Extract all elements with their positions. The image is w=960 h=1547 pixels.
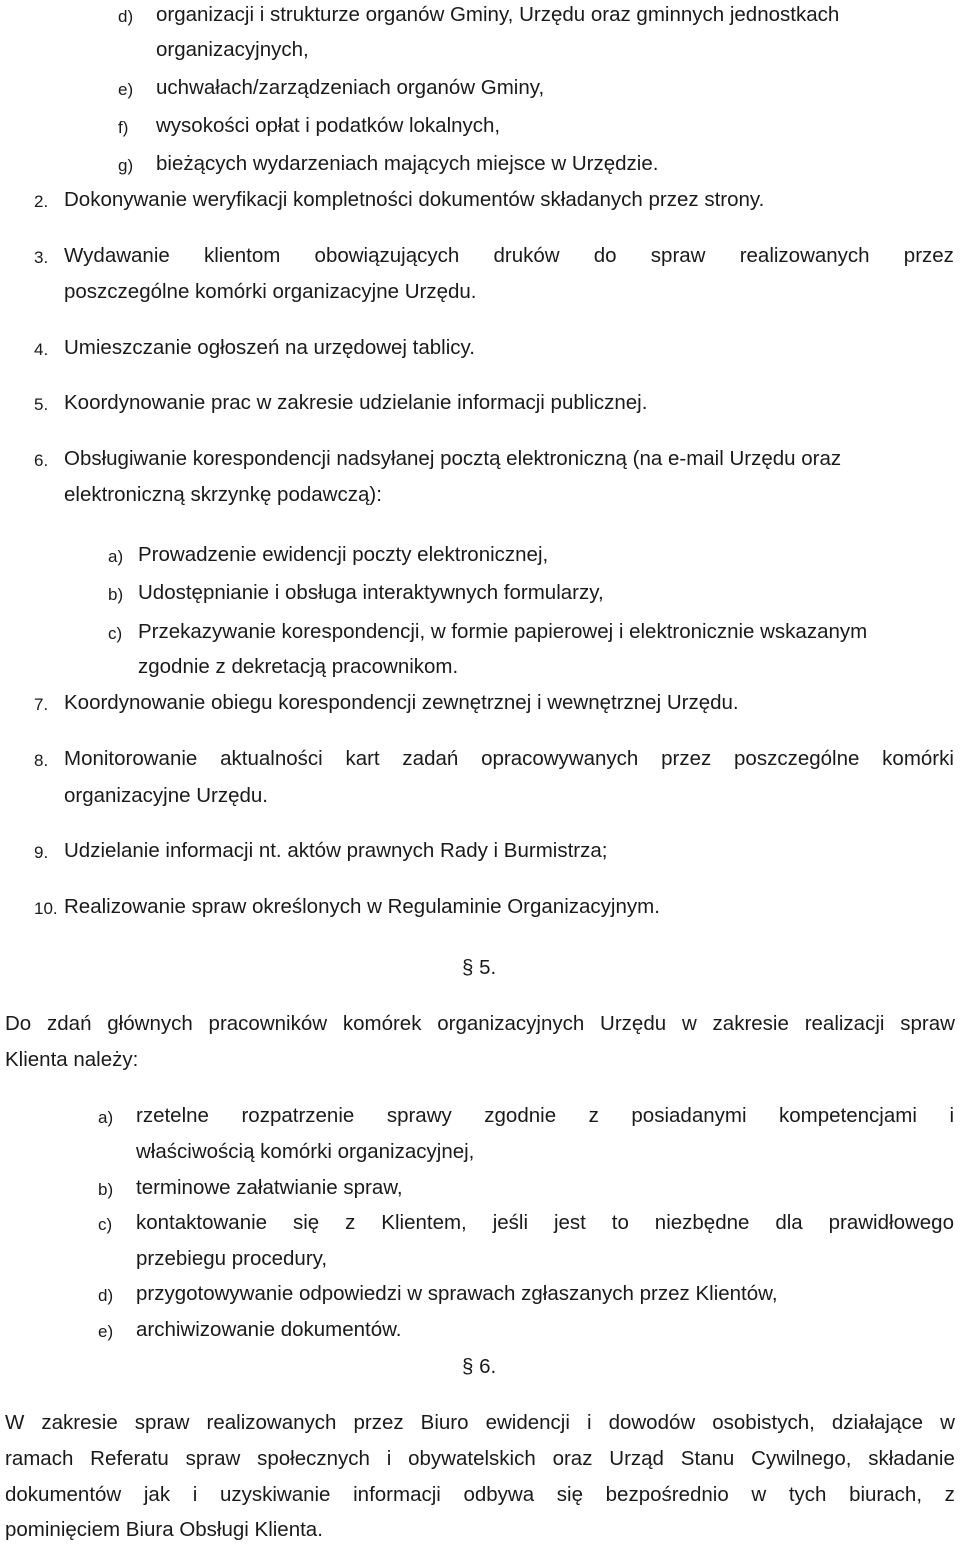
word: spraw (900, 1012, 955, 1035)
word: sprawy (386, 1104, 452, 1127)
item-number: 9. (34, 843, 49, 862)
item-number: 6. (34, 451, 49, 470)
word: zdań (47, 1012, 92, 1035)
word: biurach, (849, 1483, 923, 1506)
section-heading: § 6. (462, 1355, 497, 1378)
list-item-text: archiwizowanie dokumentów. (136, 1318, 402, 1341)
list-marker: f) (118, 118, 129, 137)
item-number: 7. (34, 695, 49, 714)
list-marker: e) (98, 1322, 114, 1341)
item-justified-line (64, 246, 954, 267)
item-text: elektroniczną skrzynkę podawczą): (64, 483, 382, 506)
item-text: Realizowanie spraw określonych w Regulaminie Organizacyjnym. (64, 895, 660, 918)
paragraph-justified-line (5, 1413, 955, 1434)
word: tych (788, 1483, 827, 1506)
word: niezbędne (654, 1211, 750, 1234)
list-item-text: uchwałach/zarządzeniach organów Gminy, (156, 76, 545, 99)
list-item-text: Przekazywanie korespondencji, w formie papierowej i elektronicznie wskazanym (138, 620, 868, 643)
paragraph-justified-line (5, 1014, 955, 1035)
item-number: 2. (34, 192, 49, 211)
word: jest (553, 1211, 586, 1234)
word: w (940, 1411, 955, 1434)
word: z (345, 1211, 356, 1234)
word: odbywa (463, 1483, 535, 1506)
list-item-text: właściwością komórki organizacyjnej, (136, 1140, 475, 1163)
word: komórki (882, 747, 954, 770)
item-text: poszczególne komórki organizacyjne Urzędu. (64, 280, 477, 303)
section-heading: § 5. (462, 956, 497, 979)
word: obywatelskich (408, 1447, 536, 1470)
item-text: Dokonywanie weryfikacji kompletności dokumentów składanych przez strony. (64, 188, 765, 211)
word: posiadanymi (631, 1104, 747, 1127)
word: Urząd (609, 1447, 664, 1470)
paragraph-text: Klienta należy: (5, 1048, 139, 1071)
word: Cywilnego, (751, 1447, 852, 1470)
paragraph-text: pominięciem Biura Obsługi Klienta. (5, 1518, 323, 1541)
item-text: Monitorowanie (64, 747, 198, 770)
word: zadań (402, 747, 459, 770)
list-item-text: terminowe załatwianie spraw, (136, 1176, 403, 1199)
word: zakresie (41, 1411, 118, 1434)
word: i (386, 1447, 392, 1470)
list-marker: d) (98, 1286, 114, 1305)
word: obowiązujących (314, 244, 460, 267)
word: bezpośrednio (605, 1483, 729, 1506)
list-item-text: zgodnie z dekretacją pracownikom. (138, 655, 459, 678)
list-item-text: wysokości opłat i podatków lokalnych, (156, 114, 501, 137)
word: się (292, 1211, 320, 1234)
paragraph-justified-line (5, 1449, 955, 1470)
paragraph-text: W (5, 1411, 25, 1434)
paragraph-text: dokumentów (5, 1483, 122, 1506)
word: organizacyjnych (437, 1012, 585, 1035)
item-justified-line (64, 749, 954, 770)
list-item-text: Udostępnianie i obsługa interaktywnych formularzy, (138, 581, 604, 604)
word: Referatu (90, 1447, 169, 1470)
word: dowodów (608, 1411, 696, 1434)
word: i (949, 1104, 954, 1127)
word: oraz (552, 1447, 593, 1470)
word: składanie (868, 1447, 955, 1470)
word: do (593, 244, 617, 267)
word: z (944, 1483, 955, 1506)
word: Stanu (680, 1447, 735, 1470)
word: realizacji (804, 1012, 885, 1035)
paragraph-text: Do (5, 1012, 32, 1035)
word: ewidencji (485, 1411, 570, 1434)
word: osobistych, (712, 1411, 815, 1434)
word: klientom (204, 244, 281, 267)
word: komórek (342, 1012, 422, 1035)
word: w (751, 1483, 767, 1506)
item-number: 10. (34, 899, 58, 918)
word: realizowanych (739, 244, 870, 267)
word: jeśli (492, 1211, 529, 1234)
item-number: 5. (34, 395, 49, 414)
paragraph-text: ramach (5, 1447, 74, 1470)
word: społecznych (257, 1447, 370, 1470)
word: realizowanych (206, 1411, 337, 1434)
list-item-justified-line (136, 1106, 954, 1127)
list-marker: b) (108, 585, 124, 604)
word: jak (143, 1483, 171, 1506)
word: głównych (107, 1012, 193, 1035)
list-marker: a) (108, 547, 124, 566)
list-item-justified-line (136, 1213, 954, 1234)
word: spraw (650, 244, 706, 267)
list-marker: c) (108, 624, 123, 643)
word: przez (661, 747, 712, 770)
item-text: Koordynowanie prac w zakresie udzielanie informacji publicznej. (64, 391, 648, 414)
word: przez (903, 244, 954, 267)
word: zgodnie (484, 1104, 557, 1127)
item-number: 8. (34, 751, 49, 770)
word: przez (353, 1411, 404, 1434)
item-text: Wydawanie (64, 244, 170, 267)
list-marker: g) (118, 156, 134, 175)
word: druków (493, 244, 560, 267)
word: zakresie (712, 1012, 789, 1035)
word: kart (345, 747, 380, 770)
list-item-text: organizacji i strukturze organów Gminy, Urzędu oraz gminnych jednostkach (156, 3, 840, 26)
word: Urzędu (600, 1012, 667, 1035)
item-number: 4. (34, 340, 49, 359)
list-marker: e) (118, 80, 134, 99)
item-text: organizacyjne Urzędu. (64, 784, 268, 807)
list-item-text: kontaktowanie (136, 1211, 268, 1234)
list-item-text: rzetelne (136, 1104, 209, 1127)
list-item-text: Prowadzenie ewidencji poczty elektronicznej, (138, 543, 549, 566)
word: kompetencjami (779, 1104, 917, 1127)
word: pracowników (208, 1012, 328, 1035)
word: w (681, 1012, 697, 1035)
word: spraw (185, 1447, 241, 1470)
word: informacji (353, 1483, 441, 1506)
paragraph-justified-line (5, 1485, 955, 1506)
item-text: Koordynowanie obiegu korespondencji zewnętrznej i wewnętrznej Urzędu. (64, 691, 739, 714)
list-item-text: przygotowywanie odpowiedzi w sprawach zgłaszanych przez Klientów, (136, 1282, 778, 1305)
word: rozpatrzenie (241, 1104, 355, 1127)
word: aktualności (220, 747, 323, 770)
word: poszczególne (734, 747, 860, 770)
list-marker: b) (98, 1180, 114, 1199)
word: się (556, 1483, 583, 1506)
word: dla (775, 1211, 803, 1234)
word: Klientem, (381, 1211, 467, 1234)
list-item-text: przebiegu procedury, (136, 1247, 328, 1270)
list-item-text: bieżących wydarzeniach mających miejsce w Urzędzie. (156, 152, 659, 175)
word: i (586, 1411, 592, 1434)
word: spraw (134, 1411, 190, 1434)
item-text: Umieszczanie ogłoszeń na urzędowej tablicy. (64, 336, 475, 359)
word: Biuro (420, 1411, 469, 1434)
word: działające (831, 1411, 924, 1434)
word: i (192, 1483, 198, 1506)
word: opracowywanych (481, 747, 639, 770)
list-marker: c) (98, 1215, 113, 1234)
list-marker: d) (118, 7, 134, 26)
item-number: 3. (34, 248, 49, 267)
word: prawidłowego (828, 1211, 954, 1234)
list-marker: a) (98, 1108, 114, 1127)
item-text: Udzielanie informacji nt. aktów prawnych Rady i Burmistrza; (64, 839, 608, 862)
item-text: Obsługiwanie korespondencji nadsyłanej pocztą elektroniczną (na e-mail Urzędu oraz (64, 447, 842, 470)
word: z (588, 1104, 599, 1127)
list-item-text: organizacyjnych, (156, 38, 309, 61)
word: uzyskiwanie (219, 1483, 331, 1506)
word: to (611, 1211, 629, 1234)
